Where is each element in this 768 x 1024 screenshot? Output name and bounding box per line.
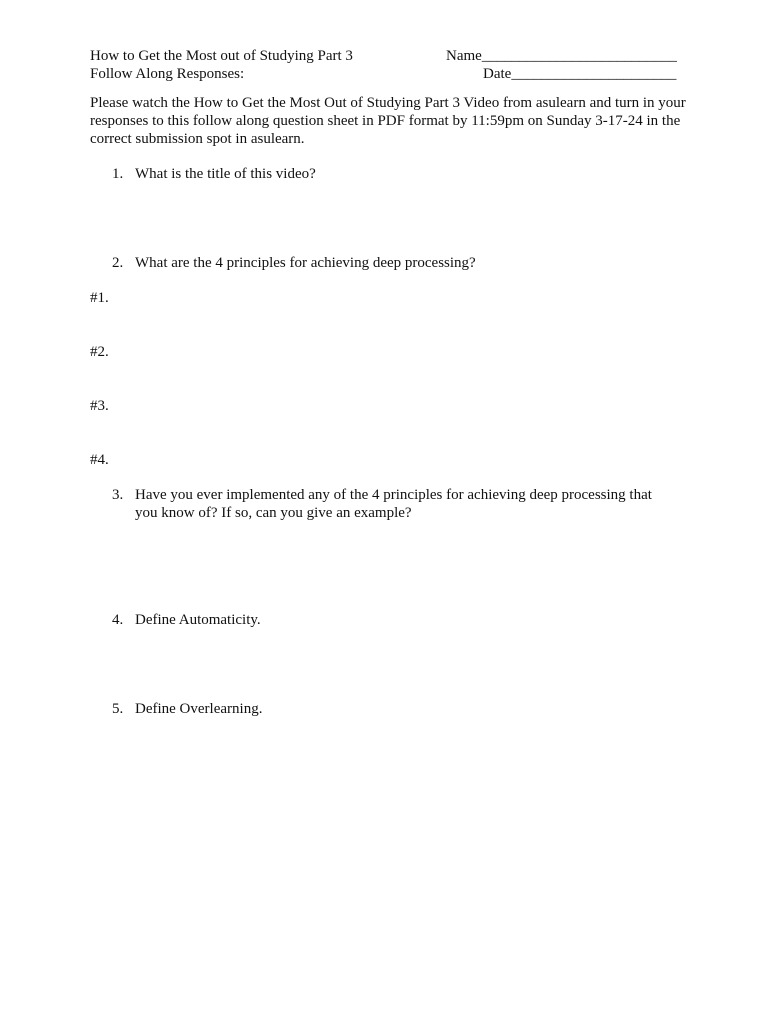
date-field-label: Date______________________	[483, 66, 677, 82]
question-text: What is the title of this video?	[135, 166, 316, 182]
question-number: 2.	[112, 255, 124, 271]
instructions-paragraph: Please watch the How to Get the Most Out of Studying Part 3 Video from asulearn and turn in your responses to this follow along question sheet in PDF format by 11:59pm on Sunday 3-17-24 in the correct submission spot in asulearn.	[90, 95, 686, 147]
principle-label: #1.	[90, 290, 109, 306]
question-number: 4.	[112, 612, 124, 628]
principle-label: #2.	[90, 344, 109, 360]
question-number: 5.	[112, 701, 124, 717]
question-text: Have you ever implemented any of the 4 principles for achieving deep processing that you know of? If so, can you give an example?	[135, 487, 652, 521]
question-text: Define Overlearning.	[135, 701, 263, 717]
principle-label: #3.	[90, 398, 109, 414]
question-text: What are the 4 principles for achieving deep processing?	[135, 255, 476, 271]
document-subtitle: Follow Along Responses:	[90, 66, 245, 82]
name-field-label: Name__________________________	[446, 48, 677, 64]
question-number: 1.	[112, 166, 124, 182]
document-title: How to Get the Most out of Studying Part 3	[90, 48, 353, 64]
question-text: Define Automaticity.	[135, 612, 261, 628]
question-number: 3.	[112, 487, 124, 503]
principle-label: #4.	[90, 452, 109, 468]
